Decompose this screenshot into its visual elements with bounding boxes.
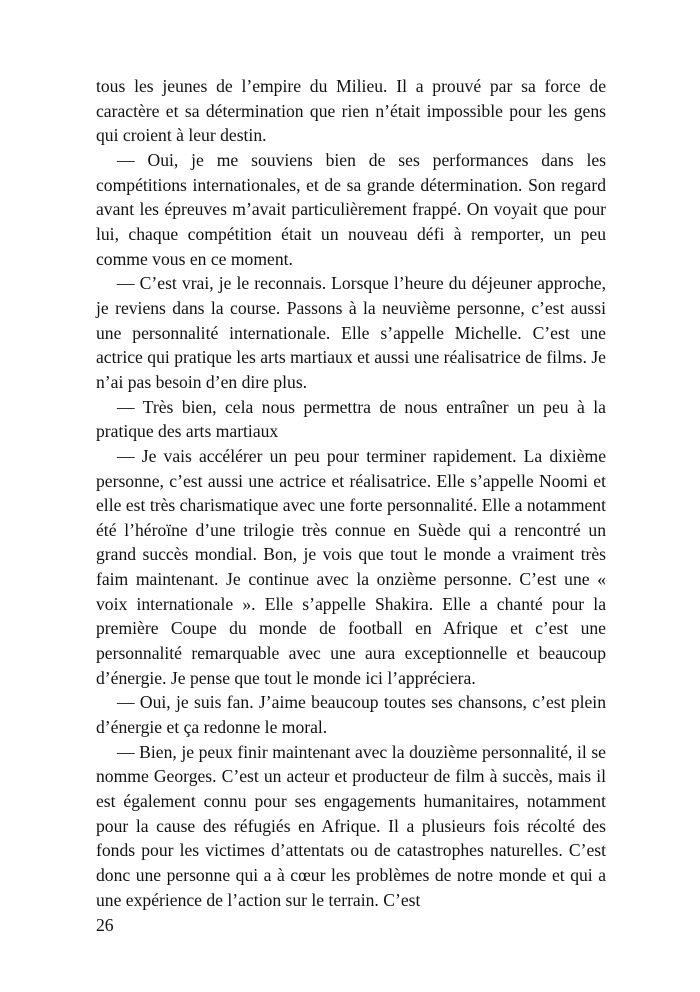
page-number: 26 bbox=[96, 915, 114, 935]
dialogue-paragraph: — C’est vrai, je le reconnais. Lorsque l’heure du déjeuner approche, je reviens dans la course. Passons à la neuvième personne, c’est aussi une personnalité internationale. Elle s’appelle Michelle. C’est une actrice qui pratique les arts martiaux et aussi une réalisatrice de films. Je n’ai pas besoin d’en dire plus. bbox=[96, 273, 606, 392]
dialogue-paragraph: — Très bien, cela nous permettra de nous entraîner un peu à la pratique des arts martiaux bbox=[96, 396, 606, 442]
dialogue-paragraph: — Bien, je peux finir maintenant avec la douzième personnalité, il se nomme Georges. C’est un acteur et producteur de film à succès, mais il est également connu pour ses engagements humanitaires, notamment pour la cause des réfugiés en Afrique. Il a plusieurs fois récolté des fonds pour les victimes d’attentats ou de catastrophes naturelles. C’est donc une personne qui a à cœur les problèmes de notre monde et qui a une expérience de l’action sur le terrain. C’est bbox=[96, 741, 606, 910]
dialogue-paragraph: — Oui, je me souviens bien de ses performances dans les compétitions internationales, et de sa grande détermination. Son regard avant les épreuves m’avait particulièrement frappé. On voyait que pour lui, chaque compétition était un nouveau défi à remporter, un peu comme vous en ce moment. bbox=[96, 149, 606, 269]
dialogue-paragraph: — Oui, je suis fan. J’aime beaucoup toutes ses chansons, c’est plein d’énergie et ça redonne le moral. bbox=[96, 692, 606, 738]
paragraph-continuation: tous les jeunes de l’empire du Milieu. Il a prouvé par sa force de caractère et sa détermination que rien n’était impossible pour les gens qui croient à leur destin. bbox=[96, 76, 606, 146]
page-body bbox=[96, 74, 606, 912]
dialogue-paragraph: — Je vais accélérer un peu pour terminer rapidement. La dixième personne, c’est aussi une actrice et réalisatrice. Elle s’appelle Noomi et elle est très charismatique avec une forte personnalité. Elle a notamment été l’héroïne d’une trilogie très connue en Suède qui a rencontré un grand succès mondial. Bon, je vois que tout le monde a vraiment très faim maintenant. Je continue avec la onzième personne. C’est une « voix internationale ». Elle s’appelle Shakira. Elle a chanté pour la première Coupe du monde de football en Afrique et c’est une personnalité remarquable avec une aura exceptionnelle et beaucoup d’énergie. Je pense que tout le monde ici l’appréciera. bbox=[96, 445, 606, 688]
